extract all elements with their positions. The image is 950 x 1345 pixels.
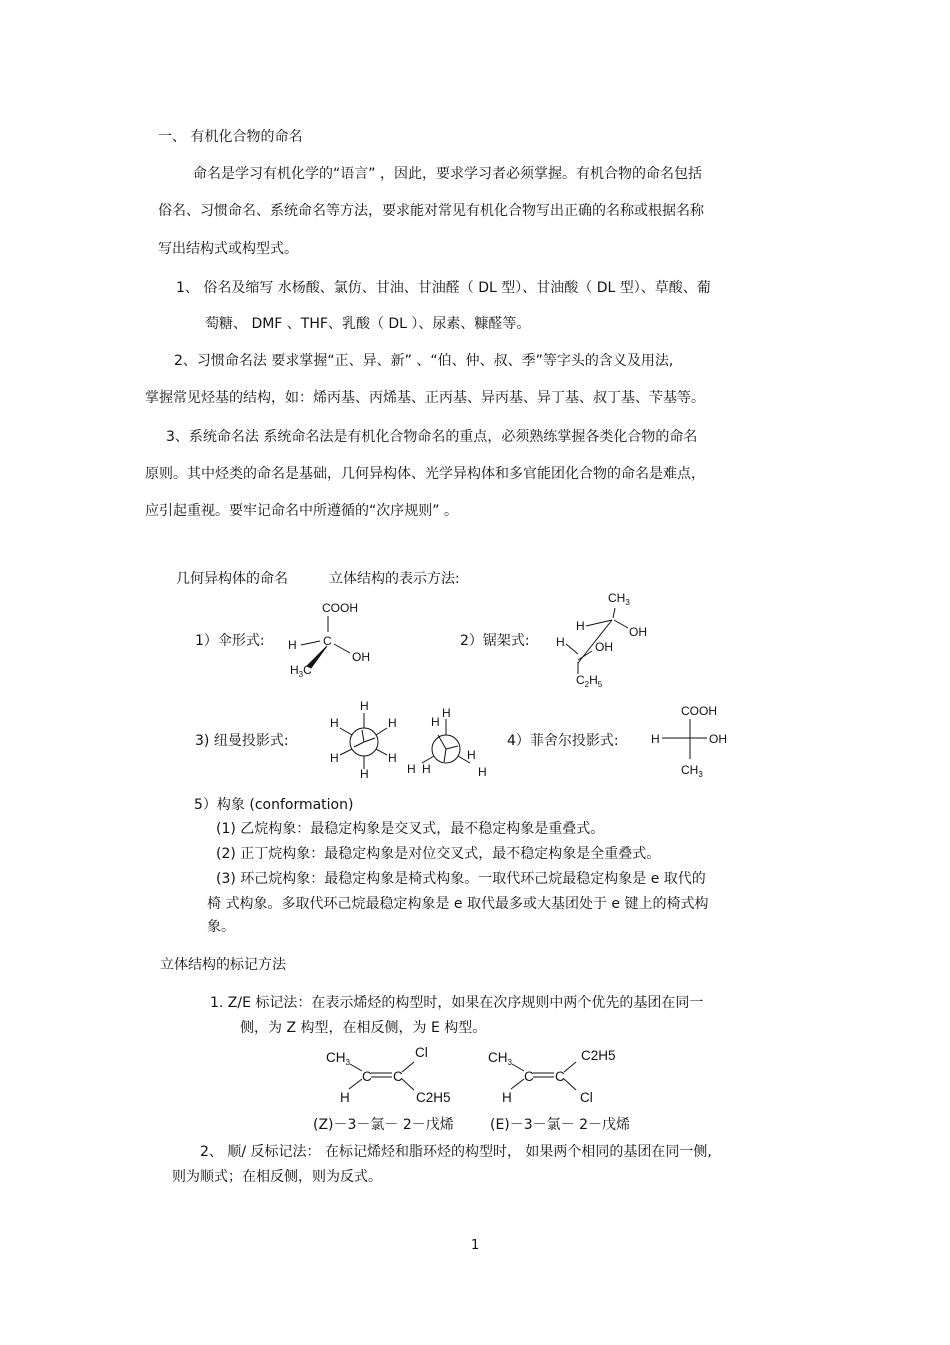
conformation-cyclohexane-cont: 象。 [207,919,235,935]
svg-text:C: C [362,1069,372,1084]
svg-text:H: H [388,716,397,730]
sawhorse-formula-diagram [548,588,658,688]
atom-label: OH [352,650,370,664]
svg-text:H: H [422,762,431,776]
atom-label: C [323,634,332,648]
svg-text:CH3: $CH_3$ [488,1050,512,1067]
z-isomer-structure [322,1040,467,1110]
geometric-isomer-heading: 几何异构体的命名 [176,571,288,587]
atom-label: OH [629,625,647,639]
svg-text:H: H [478,765,487,779]
list-item-system-names: 3、系统命名法 系统命名法是有机化合物命名的重点，必须熟练掌握各类化合物的命名 [166,429,698,445]
atom-label: H [288,638,297,652]
list-item-system-names-cont: 原则。其中烃类的命名是基础，几何异构体、光学异构体和多官能团化合物的命名是难点， [145,466,705,482]
list-item-habit-names-cont: 掌握常见烃基的结构，如：烯丙基、丙烯基、正丙基、异丙基、异丁基、叔丁基、苄基等。 [145,390,705,406]
svg-text:C2H5: $C_2H_5$ [576,673,603,689]
stereo-representation-heading: 立体结构的表示方法: [329,571,460,587]
atom-label: OH [595,640,613,654]
method-wedge-label: 1）伞形式: [195,633,265,649]
conformation-cyclohexane-cont: 椅 式构象。多取代环己烷最稳定构象是 e 取代最多或大基团处于 e 键上的椅式构 [207,896,709,912]
section-heading: 一、 有机化合物的命名 [158,129,303,145]
svg-text:C: C [555,1069,565,1084]
marking-heading: 立体结构的标记方法 [160,957,286,973]
ze-marking-line-cont: 侧，为 Z 构型，在相反侧，为 E 构型。 [240,1020,487,1036]
page-number: 1 [471,1238,480,1253]
svg-text:H: H [442,706,451,720]
conformation-heading: 5）构象 (conformation) [194,797,354,813]
svg-text:H: H [360,699,369,713]
method-newman-label: 3) 纽曼投影式: [195,733,289,749]
svg-text:H: H [467,748,476,762]
svg-text:H: H [330,751,339,765]
newman-eclipsed-diagram [326,700,406,780]
paragraph-line: 俗名、习惯命名、系统命名等方法，要求能对常见有机化合物写出正确的名称或根据名称 [158,203,704,219]
svg-text:H: H [502,1090,512,1105]
e-isomer-name: (E)－3－氯－ 2－戊烯 [490,1117,631,1133]
svg-text:OH: OH [709,732,727,746]
svg-text:CH3: $CH_3$ [326,1050,350,1067]
svg-text:H: H [651,732,660,746]
svg-text:CH3: $CH_3$ [681,763,703,779]
newman-staggered-diagram [400,704,495,782]
svg-text:COOH: COOH [681,704,717,718]
paragraph-line: 写出结构式或构型式。 [158,241,298,257]
wedge-formula-diagram [280,596,390,682]
atom-label: H [556,635,565,649]
svg-text:H: H [360,767,369,781]
conformation-butane: (2) 正丁烷构象：最稳定构象是对位交叉式，最不稳定构象是全重叠式。 [216,846,661,862]
atom-label: COOH [322,601,358,615]
fischer-projection-diagram [645,698,745,780]
list-item-system-names-cont: 应引起重视。要牢记命名中所遵循的“次序规则” 。 [145,503,458,519]
svg-text:C: C [393,1069,403,1084]
list-item-habit-names: 2、习惯命名法 要求掌握“正、异、新” 、“伯、仲、叔、季”等字头的含义及用法, [174,353,674,369]
svg-text:H: H [431,715,440,729]
ze-marking-line: 1. Z/E 标记法：在表示烯烃的构型时，如果在次序规则中两个优先的基团在同一 [210,995,704,1011]
method-fischer-label: 4）菲舍尔投影式: [507,733,619,749]
svg-text:H: H [388,751,397,765]
svg-text:H: H [340,1090,350,1105]
cis-trans-marking-line: 2、 顺/ 反标记法： 在标记烯烃和脂环烃的构型时， 如果两个相同的基团在同一侧, [200,1144,712,1160]
conformation-ethane: (1) 乙烷构象：最稳定构象是交叉式，最不稳定构象是重叠式。 [216,821,605,837]
cis-trans-marking-line-cont: 则为顺式；在相反侧，则为反式。 [172,1169,382,1185]
svg-text:C: C [524,1069,534,1084]
svg-text:H: H [407,762,416,776]
atom-label: H [576,619,585,633]
svg-text:C2H5: C2H5 [416,1090,451,1105]
svg-text:H3C: $H_3C$ [290,663,312,679]
svg-text:Cl: Cl [580,1090,593,1105]
z-isomer-name: (Z)－3－氯－ 2－戊烯 [313,1117,454,1133]
svg-text:CH3: $CH_3$ [608,591,630,607]
svg-text:H: H [330,716,339,730]
e-isomer-structure [484,1040,634,1110]
svg-text:Cl: Cl [415,1045,428,1060]
method-sawhorse-label: 2）锯架式: [460,633,530,649]
svg-text:C2H5: C2H5 [581,1048,616,1063]
list-item-common-names: 1、 俗名及缩写 水杨酸、氯仿、甘油、甘油醛（ DL 型）、甘油酸（ DL 型）、草酸、葡 [176,280,711,296]
list-item-common-names-cont: 萄糖、 DMF 、THF、乳酸（ DL ）、尿素、糠醛等。 [205,316,531,332]
conformation-cyclohexane: (3) 环己烷构象：最稳定构象是椅式构象。一取代环己烷最稳定构象是 e 取代的 [216,871,706,887]
paragraph-line: 命名是学习有机化学的“语言” ，因此，要求学习者必须掌握。有机合物的命名包括 [193,166,702,182]
